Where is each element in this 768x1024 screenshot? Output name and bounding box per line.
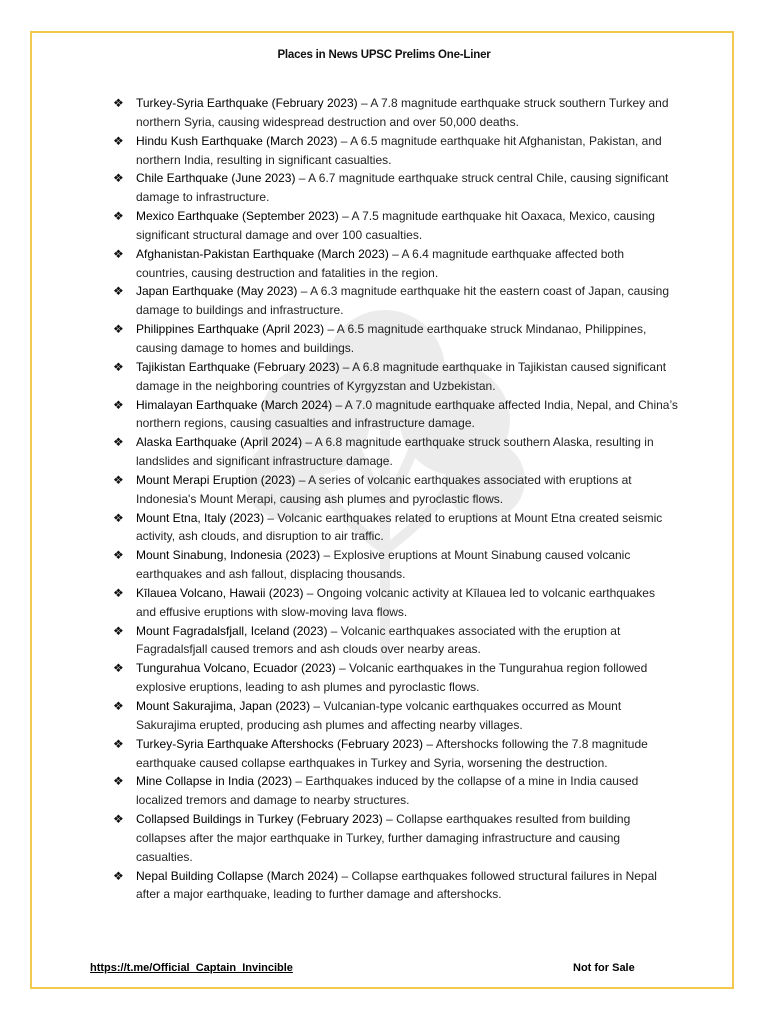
item-description: – Earthquakes induced by the collapse of a mine in India caused localized tremors and damage to nearby structures. (136, 774, 639, 808)
item-heading: Afghanistan-Pakistan Earthquake (March 2023) (136, 246, 389, 261)
diamond-bullet-icon: ❖ (113, 736, 124, 751)
item-heading: Hindu Kush Earthquake (March 2023) (136, 133, 338, 148)
item-description: – A 6.4 magnitude earthquake affected both countries, causing destruction and fatalities in the region. (136, 246, 625, 280)
item-description: – Collapse earthquakes resulted from building collapses after the major earthquake in Turkey, further damaging infrastructure and causing casualties. (136, 812, 631, 864)
page-title: Places in News UPSC Prelims One-Liner (277, 49, 491, 61)
item-heading: Mount Merapi Eruption (2023) (136, 472, 296, 487)
item-heading: Mount Etna, Italy (2023) (136, 510, 265, 525)
item-heading: Mount Fagradalsfjall, Iceland (2023) (136, 623, 328, 638)
list-item (113, 509, 678, 547)
list-item (113, 697, 678, 735)
item-heading: Mexico Earthquake (September 2023) (136, 209, 339, 224)
item-description: – A series of volcanic earthquakes associated with eruptions at Indonesia's Mount Merapi, causing ash plumes and pyroclastic flows. (136, 472, 632, 506)
list-item (113, 471, 678, 509)
item-description: – Volcanic earthquakes associated with the eruption at Fagradalsfjall caused tremors and ash clouds over nearby areas. (136, 623, 621, 657)
diamond-bullet-icon: ❖ (113, 774, 124, 789)
item-heading: Mount Sinabung, Indonesia (2023) (136, 548, 321, 563)
list-item (113, 245, 678, 283)
item-description: – A 6.5 magnitude earthquake hit Afghanistan, Pakistan, and northern India, resulting in significant casualties. (136, 133, 662, 167)
diamond-bullet-icon: ❖ (113, 472, 124, 487)
item-description: – A 7.0 magnitude earthquake affected India, Nepal, and China’s northern regions, causing casualties and infrastructure damage. (136, 397, 678, 431)
item-heading: Mount Sakurajima, Japan (2023) (136, 699, 311, 713)
list-item (113, 772, 678, 810)
diamond-bullet-icon: ❖ (113, 812, 124, 827)
item-heading: Himalayan Earthquake (March 2024) (136, 397, 333, 412)
list-item (113, 584, 678, 622)
item-description: – Volcanic earthquakes in the Tungurahua region followed explosive eruptions, leading to ash plumes and pyroclastic flows. (136, 661, 648, 695)
list-item (113, 735, 678, 773)
diamond-bullet-icon: ❖ (113, 868, 124, 883)
item-heading: Chile Earthquake (June 2023) (136, 171, 296, 186)
diamond-bullet-icon: ❖ (113, 623, 124, 638)
list-item (113, 546, 678, 584)
list-item (113, 433, 678, 471)
item-description: – Aftershocks following the 7.8 magnitude earthquake caused collapse earthquakes in Turkey and Syria, worsening the destruction. (136, 736, 648, 770)
list-item (113, 396, 678, 434)
diamond-bullet-icon: ❖ (113, 171, 124, 186)
item-heading: Philippines Earthquake (April 2023) (136, 322, 325, 337)
item-heading: Tajikistan Earthquake (February 2023) (136, 359, 340, 374)
item-description: – Explosive eruptions at Mount Sinabung caused volcanic earthquakes and ash fallout, displacing thousands. (136, 548, 631, 582)
item-description: – Ongoing volcanic activity at Kīlauea led to volcanic earthquakes and effusive eruptions with slow-moving lava flows. (136, 585, 655, 619)
diamond-bullet-icon: ❖ (113, 548, 124, 563)
not-for-sale-label: Not for Sale (573, 962, 635, 974)
list-item (113, 169, 678, 207)
list-item (113, 867, 678, 905)
diamond-bullet-icon: ❖ (113, 133, 124, 148)
diamond-bullet-icon: ❖ (113, 510, 124, 525)
list-item (113, 132, 678, 170)
item-description: – Vulcanian-type volcanic earthquakes occurred as Mount Sakurajima erupted, producing ash plumes and affecting nearby villages. (136, 699, 622, 732)
item-description: – A 7.5 magnitude earthquake hit Oaxaca, Mexico, causing significant structural damage and over 100 casualties. (136, 209, 655, 242)
news-list (113, 94, 678, 904)
item-heading: Alaska Earthquake (April 2024) (136, 435, 303, 450)
diamond-bullet-icon: ❖ (113, 209, 124, 224)
list-item (113, 282, 678, 320)
list-item (113, 207, 678, 245)
item-heading: Nepal Building Collapse (March 2024) (136, 868, 339, 883)
item-heading: Collapsed Buildings in Turkey (February 2023) (136, 812, 383, 827)
list-item (113, 810, 678, 867)
item-description: – A 6.7 magnitude earthquake struck central Chile, causing significant damage to infrastructure. (136, 171, 669, 205)
item-heading: Turkey-Syria Earthquake Aftershocks (February 2023) (136, 736, 424, 751)
diamond-bullet-icon: ❖ (113, 435, 124, 450)
item-description: – Volcanic earthquakes related to eruptions at Mount Etna created seismic activity, ash clouds, and disruption to air traffic. (136, 510, 663, 544)
list-item (113, 622, 678, 660)
diamond-bullet-icon: ❖ (113, 585, 124, 600)
item-description: – A 7.8 magnitude earthquake struck southern Turkey and northern Syria, causing widespread destruction and over 50,000 deaths. (136, 96, 669, 129)
diamond-bullet-icon: ❖ (113, 96, 124, 110)
list-item (113, 320, 678, 358)
item-heading: Tungurahua Volcano, Ecuador (2023) (136, 661, 336, 676)
item-description: – A 6.8 magnitude earthquake in Tajikistan caused significant damage in the neighboring countries of Kyrgyzstan and Uzbekistan. (136, 359, 667, 393)
telegram-link[interactable]: https://t.me/Official_Captain_Invincible (90, 962, 293, 974)
diamond-bullet-icon: ❖ (113, 397, 124, 412)
diamond-bullet-icon: ❖ (113, 359, 124, 374)
diamond-bullet-icon: ❖ (113, 322, 124, 337)
diamond-bullet-icon: ❖ (113, 661, 124, 676)
item-heading: Japan Earthquake (May 2023) (136, 284, 298, 299)
diamond-bullet-icon: ❖ (113, 246, 124, 261)
list-item (113, 659, 678, 697)
diamond-bullet-icon: ❖ (113, 699, 124, 713)
item-description: – Collapse earthquakes followed structural failures in Nepal after a major earthquake, leading to further damage and aftershocks. (136, 868, 657, 902)
item-description: – A 6.8 magnitude earthquake struck southern Alaska, resulting in landslides and significant infrastructure damage. (136, 435, 654, 469)
item-heading: Kīlauea Volcano, Hawaii (2023) (136, 585, 304, 600)
item-heading: Turkey-Syria Earthquake (February 2023) (136, 96, 358, 110)
list-item (113, 358, 678, 396)
diamond-bullet-icon: ❖ (113, 284, 124, 299)
item-heading: Mine Collapse in India (2023) (136, 774, 293, 789)
item-description: – A 6.3 magnitude earthquake hit the eastern coast of Japan, causing damage to buildings and infrastructure. (136, 284, 670, 318)
list-item (113, 94, 678, 132)
item-description: – A 6.5 magnitude earthquake struck Mindanao, Philippines, causing damage to homes and buildings. (136, 322, 647, 355)
